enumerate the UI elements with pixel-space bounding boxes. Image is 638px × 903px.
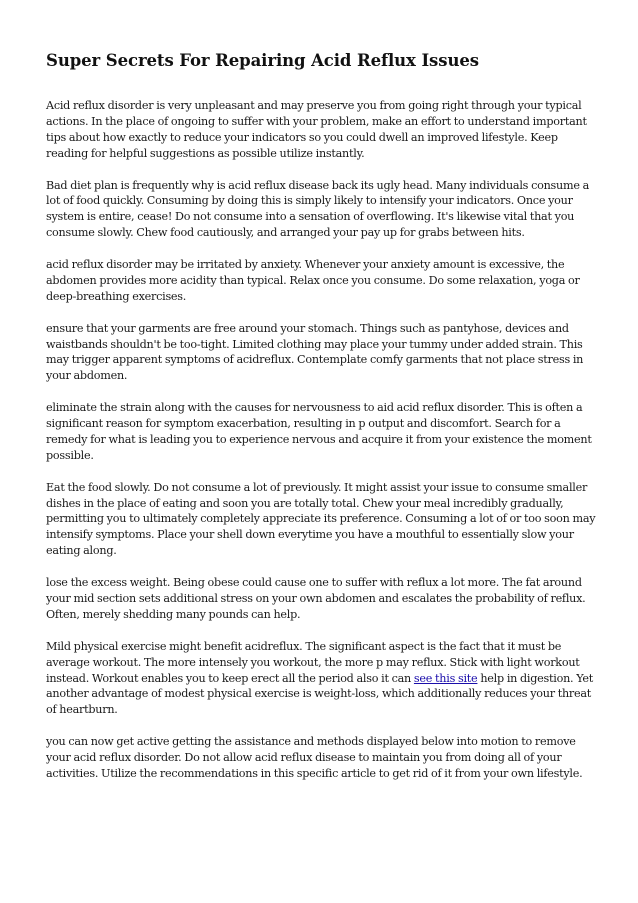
paragraph-7: lose the excess weight. Being obese could cause one to suffer with reflux a lot more. The fat around your mid section sets additional stress on your own abdomen and escalates the probability of reflux. Often, merely shedding many pounds can help.: [46, 576, 586, 621]
document-title: Super Secrets For Repairing Acid Reflux Issues: [46, 51, 479, 70]
document-body: [46, 98, 596, 798]
paragraph-8-text-before: Mild physical exercise might benefit acidreflux. The significant aspect is the fact that it must be average workout. The more intensely you workout, the more p may reflux. Stick with light workout instead. Workout enables you to keep erect all the period also it can: [46, 639, 580, 685]
see-this-site-link[interactable]: see this site: [413, 671, 478, 685]
paragraph-1: Acid reflux disorder is very unpleasant and may preserve you from going right through your typical actions. In the place of ongoing to suffer with your problem, make an effort to understand important tips about how exactly to reduce your indicators so you could dwell an improved lifestyle. Keep reading for helpful suggestions as possible utilize instantly.: [46, 99, 587, 160]
paragraph-6: Eat the food slowly. Do not consume a lot of previously. It might assist your issue to consume smaller dishes in the place of eating and soon you are totally total. Chew your meal incredibly gradually, permitting you to ultimately completely appreciate its preference. Consuming a lot of or too soon may intensify symptoms. Place your shell down everytime you have a mouthful to essentially slow your eating along.: [46, 480, 596, 558]
paragraph-3: acid reflux disorder may be irritated by anxiety. Whenever your anxiety amount is excessive, the abdomen provides more acidity than typical. Relax once you consume. Do some relaxation, yoga or deep-breathing exercises.: [46, 258, 580, 303]
paragraph-8-text-after: help in digestion. Yet another advantage of modest physical exercise is weight-loss, which additionally reduces your threat of heartburn.: [46, 671, 594, 717]
paragraph-5: eliminate the strain along with the causes for nervousness to aid acid reflux disorder. This is often a significant reason for symptom exacerbation, resulting in p output and discomfort. Search for a remedy for what is leading you to experience nervous and acquire it from your existence the moment possible.: [46, 401, 592, 462]
paragraph-2: Bad diet plan is frequently why is acid reflux disease back its ugly head. Many individuals consume a lot of food quickly. Consuming by doing this is simply likely to intensify your indicators. Once your system is entire, cease! Do not consume into a sensation of overflowing. It's likewise vital that you consume slowly. Chew food cautiously, and arranged your pay up for grabs between hits.: [46, 178, 590, 240]
paragraph-8: [46, 639, 596, 719]
paragraph-4: ensure that your garments are free around your stomach. Things such as pantyhose, devices and waistbands shouldn't be too-tight. Limited clothing may place your tummy under added strain. This may trigger apparent symptoms of acidreflux. Contemplate comfy garments that not place stress in your abdomen.: [46, 321, 584, 383]
paragraph-9: you can now get active getting the assistance and methods displayed below into motion to remove your acid reflux disorder. Do not allow acid reflux disease to maintain you from doing all of your activities. Utilize the recommendations in this specific article to get rid of it from your own lifestyle.: [46, 735, 583, 780]
